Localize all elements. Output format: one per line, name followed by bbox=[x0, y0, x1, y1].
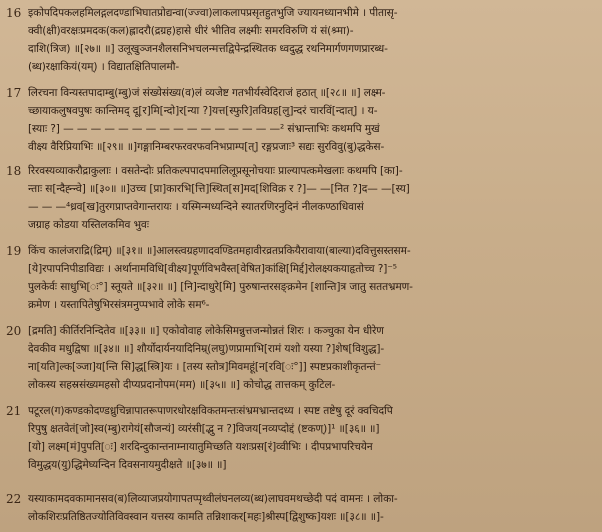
verse-text bbox=[28, 242, 594, 314]
verse-text bbox=[28, 490, 594, 526]
text-line: विमुद्धय(यु)द्धिमेघ्यन्दिन दिवसनायमुदीक्षते ॥[३७॥ ॥] bbox=[28, 459, 227, 471]
verse-text bbox=[28, 162, 594, 234]
text-line: जग्राह कोडया यस्तिलकमिव भुवः bbox=[28, 219, 149, 231]
text-line: इकोपदिपकलहमिलद्गलदण्डाभिघातप्रोद्यन्वा(ज्ज्वा)लाकलापप्रसृतहुतभुजि ज्यायनध्यानभीमे । पीतासृ- bbox=[28, 7, 398, 19]
verse-text bbox=[28, 322, 594, 394]
verse-number: 19 bbox=[6, 244, 22, 258]
verse-number: 21 bbox=[6, 404, 22, 418]
text-line: रिपुषु क्षतवेतं[जो]स्व(म्बु)रागेयं[सौजन्यं] व्यरंसी[द्भु न ?]विजय[नव्यप्दोद्दं (ष्टकण्)]¹ ॥[३६॥ ॥] bbox=[28, 423, 380, 435]
verse-text bbox=[28, 4, 594, 76]
verse-text bbox=[28, 84, 594, 156]
text-line: च्छायाकलुषवपुषः कान्तिमद् दू[र]मि[न्दो]र[न्या ?]यत्त[स्फुरि]तविग्रह[लु]न्दरं चारविं[न्दात्] । य- bbox=[28, 105, 378, 117]
verse-number: 18 bbox=[6, 164, 22, 178]
verse-number: 20 bbox=[6, 324, 22, 338]
text-line: लोकस्य सहस्रसंख्यमहसो दीप्यप्रदानोपम(मम) ॥[३५॥ ॥] कोचोद्ध तात्तकम् कुटिल- bbox=[28, 379, 336, 391]
text-line: वीक्ष्य वैरिप्रियाभिः ॥[२९॥ ॥]गङ्गानिम्बरफरवरफवनिभप्राम्प[त्] रङ्गप्रजाः³ सद्यः सुरविवु(बु)द्धकेस- bbox=[28, 141, 385, 153]
text-line: [यो] लक्ष्म[मं]पुपति[ः] शरदिन्दुकान्तनाम्नायातुमिच्छति यशःप्रस[रं]व्वीभिः । दीपप्रभापरिचयेन bbox=[28, 441, 373, 453]
text-line: ना[यति]ल्क[ञ्जा]य[न्ति सि]द्ध[स्त्रि]यः । [तस्य स्तोत्र]मिवमहूं[न[रवि[ः°]] स्पष्टप्रकाशीकृतन्तं⁻ bbox=[28, 361, 382, 373]
text-line: रिरवस्यव्याकरौद्राकुलाः । वसतेन्दोः प्रतिकल्पपादपमालिलूप्रसूनोचयाः प्राल्यापत्कमेखलाः कथमपि [का]- bbox=[28, 165, 403, 177]
verse-number: 16 bbox=[6, 6, 22, 20]
verse-number: 22 bbox=[6, 492, 22, 506]
text-line: क्वी(क्षी)वरक्षःप्रमदक(कल)ह्लादरौ(द्रग्रह)हासे धीरं भीतिव लक्ष्मीः समरविरुणि यं सं(श्र्मा)- bbox=[28, 25, 354, 37]
text-line: [द्रमति] कीर्तिरनिन्दितेव ॥[३३॥ ॥] एकोवोवाह लोकेसिमन्नुत्तजन्मोन्नतं शिरः । कञ्चुका येन धीरेण bbox=[28, 325, 384, 337]
text-line: (ब्ध)रक्षाकियं(यम्) । विद्यातक्षितिपालमौ- bbox=[28, 61, 180, 73]
verse-text bbox=[28, 402, 594, 474]
text-line: यस्याकामदवकामानसव(ब)लिव्याजप्रयोगापतप्पृथ्वीलंघनलव्य(ब्ध)लाघवमथच्छेदी पदं वामनः । लोका- bbox=[28, 493, 398, 505]
verse-number: 17 bbox=[6, 86, 22, 100]
text-line: किंच कालंजराद्रि(द्रिम्) ॥[३१॥ ॥]आलस्त्वग्रहणादवण्डितमहावीरव्रतप्रकियैरावाया(बाल्या)दवित्तुसस्तसम- bbox=[28, 245, 411, 257]
text-line: लिरचना विन्यस्तपादाम्बु(म्बु)जं संख्येसंख्य(व)लं व्यजेष्ट गतभीर्यस्वेदिराजं हठात् ॥[२८॥ ॥] लक्ष्म- bbox=[28, 87, 386, 99]
text-line: दाशि(त्रिज) ॥[२७॥ ॥] उलूखुञ्जनशैलसनिभचलन्मत्तद्विपेन्द्रस्थितक ध्वदुद्ध रथनिमार्गणगणप्रारब्ध- bbox=[28, 43, 388, 55]
text-line: लोकशिरःप्रतिष्ठितज्योतिविवस्वान यत्तस्य कामति तन्निशाकर[महः]श्रीस्प[द्विशुष्क]यशः ॥[३८॥ ॥]- bbox=[28, 511, 384, 523]
text-line: पुलकेर्वः साधुभि[ः°] स्तूयते ॥[३२॥ ॥] [नि]न्दाधुरे[मि] पुरुषान्तरसङ्क्रमेन [शान्ति]त्र जातु सततभ्रमण- bbox=[28, 281, 413, 293]
text-line: पटूरल(ग)कण्डकोदण्डध्रुचिन्नापातरूपाणरधोरक्षविकतमन्तःसंभ्रमभ्रान्तदध्य । स्पष्ट तष्टेषु दूरं क्वचिदपि bbox=[28, 405, 393, 417]
text-line: देवकीव मधुद्विषा ॥[३४॥ ॥] शौर्योदार्यनयादिनिम्र्(लघु)णप्रामाभि[रामं यशो यस्या ?]शेष[विशुद्ध]- bbox=[28, 343, 385, 355]
text-line: न्ताः स[न्दैह्न्न्वे] ॥[३०॥ ॥]उच्च [प्रा]कारभि[त्ति]स्थित[स]मद[शिविक्र र ?]— —[नित ?]द— —[स्य] bbox=[28, 183, 410, 195]
text-line: [स्याः ?] — — — — — — — — — — — — — — — —² संभ्रान्ताभिः कथमपि मुखं bbox=[28, 123, 380, 135]
text-line: क्रमेण । यस्तापितेषुभिरसंत्रमनुप्पभावे लोके सम⁶- bbox=[28, 299, 210, 311]
text-line: [ये]रपापनिपीडाविद्यः । अर्थानामविधि[वीक्ष्य]पूर्णविभवैस्त[वेषित]कांक्षि[मिर्द्द]रोलक्ष्यकयाहृतोच्च ?]⁻⁵ bbox=[28, 263, 397, 275]
text-line: — — —⁴ध्रव[ख]तुरगप्राप्तवेगान्तरायः । यस्मिन्मध्यन्दिने स्यातरणिरनुदिनं नीलकण्ठाधिवासं bbox=[28, 201, 364, 213]
